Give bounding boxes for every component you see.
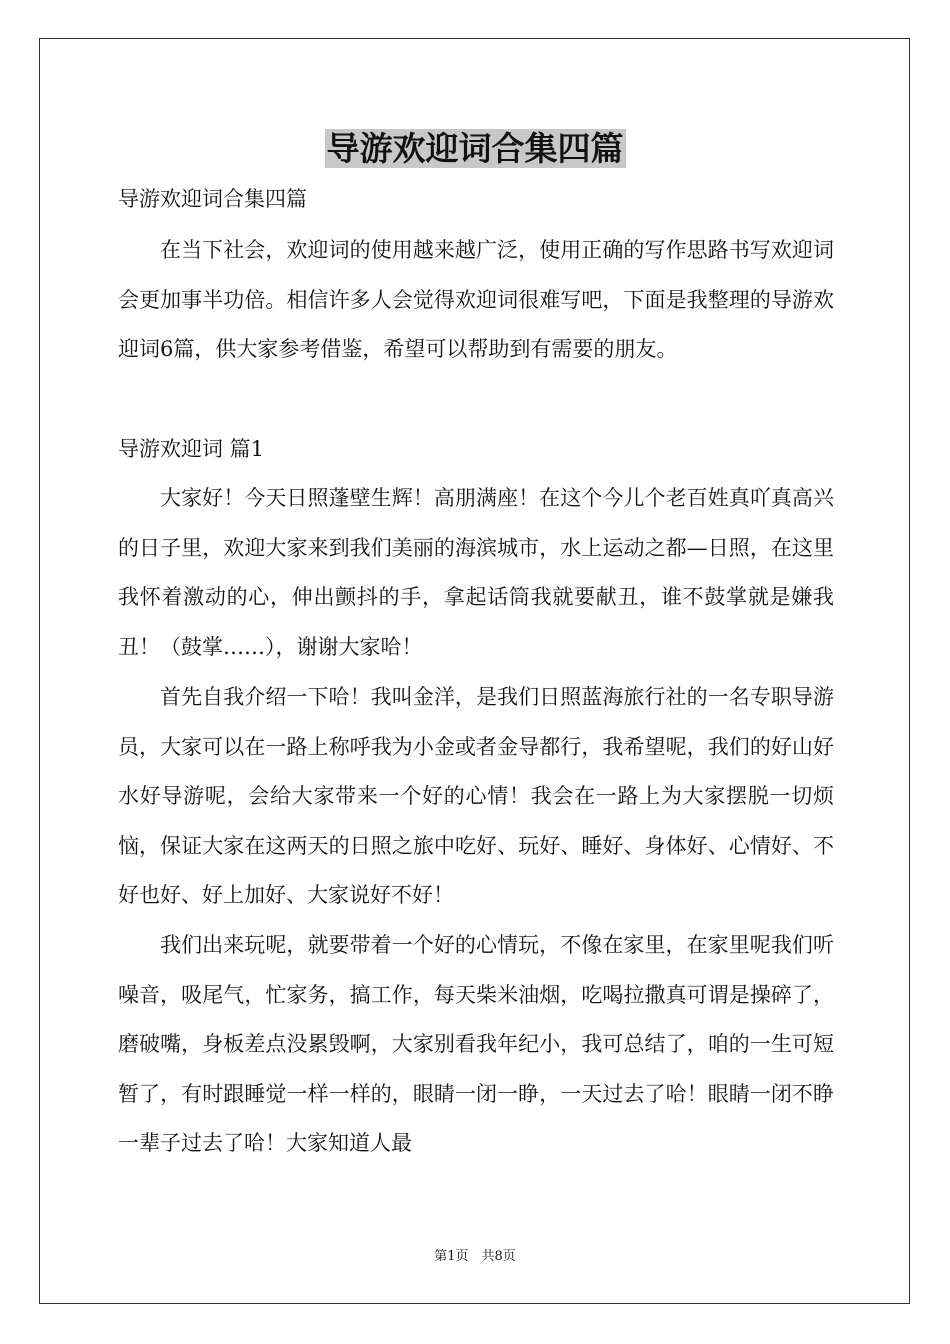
document-title-text: 导游欢迎词合集四篇 <box>326 129 624 168</box>
intro-paragraph: 在当下社会，欢迎词的使用越来越广泛，使用正确的写作思路书写欢迎词会更加事半功倍。相信许多人会觉得欢迎词很难写吧，下面是我整理的导游欢迎词6篇，供大家参考借鉴，希望可以帮助到有需要的朋友。 <box>118 238 834 362</box>
page-footer: 第1页 共8页 <box>434 1249 516 1264</box>
body-paragraph-1: 大家好！今天日照蓬壁生辉！高朋满座！在这个今儿个老百姓真吖真高兴的日子里，欢迎大家来到我们美丽的海滨城市，水上运动之都—日照，在这里我怀着激动的心，伸出颤抖的手，拿起话筒我就要献丑，谁不鼓掌就是嫌我丑！（鼓掌……），谢谢大家哈！ <box>118 486 834 659</box>
body-paragraph-3: 我们出来玩呢，就要带着一个好的心情玩，不像在家里，在家里呢我们听噪音，吸尾气，忙家务，搞工作，每天柴米油烟，吃喝拉撒真可谓是操碎了，磨破嘴，身板差点没累毁啊，大家别看我年纪小，我可总结了，咱的一生可短暂了，有时跟睡觉一样一样的，眼睛一闭一睁，一天过去了哈！眼睛一闭不睁一辈子过去了哈！大家知道人最 <box>118 933 834 1156</box>
document-subtitle: 导游欢迎词合集四篇 <box>118 187 307 211</box>
document-title <box>0 126 950 172</box>
section-heading: 导游欢迎词 篇1 <box>118 437 265 461</box>
body-paragraph-2: 首先自我介绍一下哈！我叫金洋，是我们日照蓝海旅行社的一名专职导游员，大家可以在一路上称呼我为小金或者金导都行，我希望呢，我们的好山好水好导游呢，会给大家带来一个好的心情！我会在一路上为大家摆脱一切烦恼，保证大家在这两天的日照之旅中吃好、玩好、睡好、身体好、心情好、不好也好、好上加好、大家说好不好！ <box>118 685 834 908</box>
